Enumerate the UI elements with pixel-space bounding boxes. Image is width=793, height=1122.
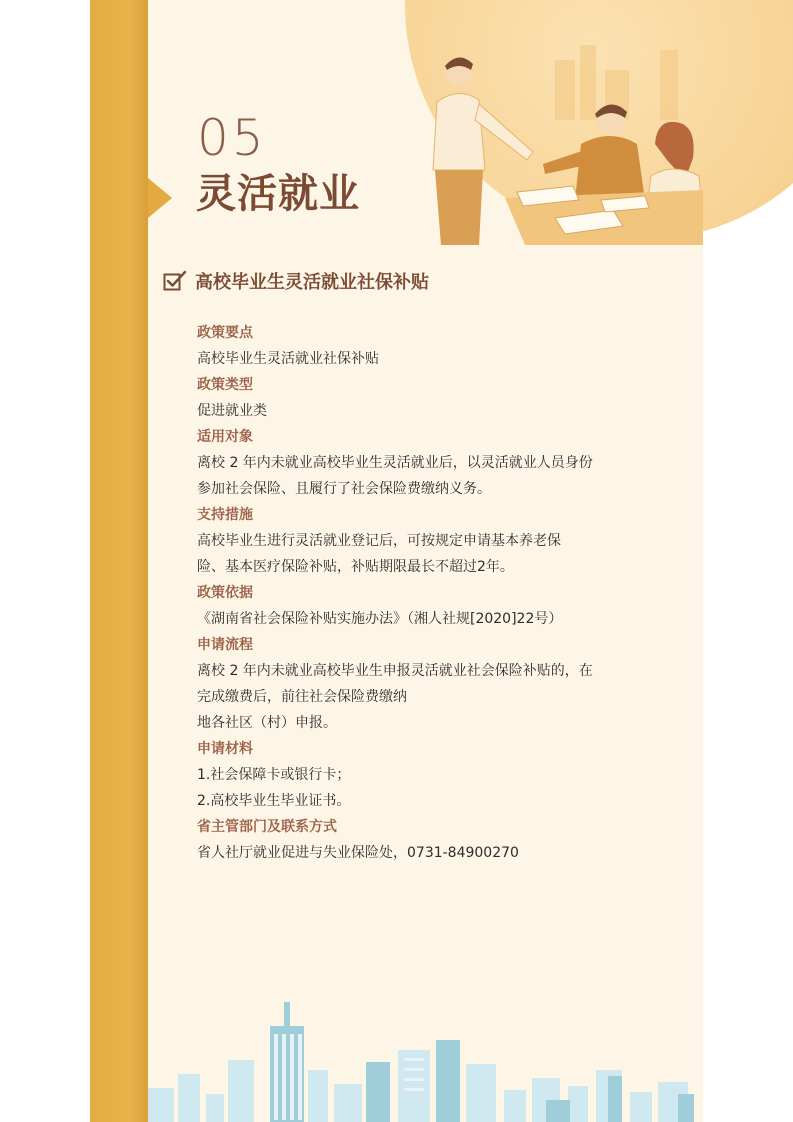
chapter-title: 灵活就业 xyxy=(196,171,360,217)
checkbox-check-icon xyxy=(163,270,187,292)
item-text: 离校 2 年内未就业高校毕业生申报灵活就业社会保险补贴的，在 xyxy=(197,663,593,679)
section-title: 高校毕业生灵活就业社保补贴 xyxy=(195,272,429,293)
section-header xyxy=(163,268,429,294)
item-text: 地各社区（村）申报。 xyxy=(197,715,337,731)
item-label: 申请流程 xyxy=(197,637,253,653)
item-text: 2.高校毕业生毕业证书。 xyxy=(197,793,351,809)
item-text: 高校毕业生灵活就业社保补贴 xyxy=(197,351,379,367)
item-text: 完成缴费后，前往社会保险费缴纳 xyxy=(197,689,407,705)
item-label: 支持措施 xyxy=(197,507,253,523)
item-text: 险、基本医疗保险补贴，补贴期限最长不超过2年。 xyxy=(197,559,514,575)
item-text: 促进就业类 xyxy=(197,403,267,419)
meeting-illustration xyxy=(405,40,703,245)
item-text: 高校毕业生进行灵活就业登记后，可按规定申请基本养老保 xyxy=(197,533,561,549)
item-label: 适用对象 xyxy=(197,429,253,445)
item-label: 政策依据 xyxy=(197,585,253,601)
item-label: 政策类型 xyxy=(197,377,253,393)
policy-content xyxy=(197,320,667,866)
item-text: 参加社会保险、且履行了社会保险费缴纳义务。 xyxy=(197,481,491,497)
spine-pointer xyxy=(148,178,172,218)
item-text: 离校 2 年内未就业高校毕业生灵活就业后，以灵活就业人员身份 xyxy=(197,455,593,471)
item-label: 省主管部门及联系方式 xyxy=(197,819,337,835)
city-skyline-illustration xyxy=(148,990,703,1122)
item-text: 省人社厅就业促进与失业保险处，0731-84900270 xyxy=(197,845,519,861)
chapter-number: 05 xyxy=(197,109,267,167)
item-text: 《湖南省社会保险补贴实施办法》（湘人社规[2020]22号） xyxy=(197,611,563,627)
item-label: 政策要点 xyxy=(197,325,253,341)
left-spine xyxy=(90,0,148,1122)
item-label: 申请材料 xyxy=(197,741,253,757)
item-text: 1.社会保障卡或银行卡； xyxy=(197,767,351,783)
